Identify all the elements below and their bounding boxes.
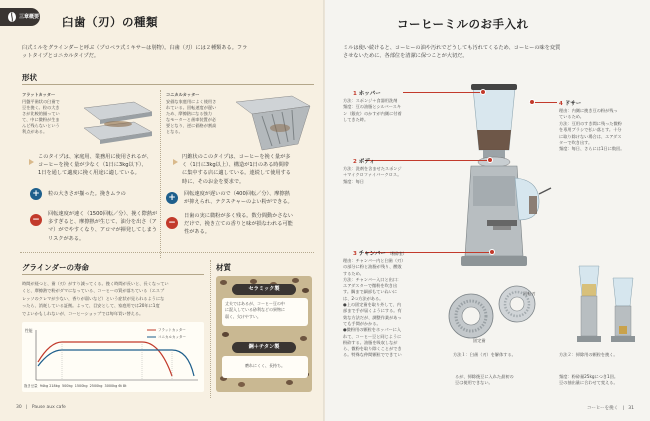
callout-number: 4	[559, 101, 563, 107]
materials-heading: 材質	[216, 263, 231, 272]
ceramic-label: セラミック製	[232, 284, 296, 295]
body-line: 豆の抽出量に合わせて変える。	[559, 380, 618, 386]
callout-line-text: 部まで手が届くようにする。有	[343, 308, 402, 314]
chapter-tab	[0, 8, 40, 26]
desc-line: 利点がある。	[22, 129, 48, 134]
running-header: コーヒーを挽く	[586, 406, 619, 411]
left-page-title	[62, 14, 158, 30]
legend-conical: コニカルカッター	[158, 335, 186, 339]
minus-icon: −	[30, 214, 42, 226]
callout-line-text: 方法：洗剤を含ませたスポンジ	[343, 166, 402, 171]
method2-caption: 方法２：掃除用の顆粒を挽く。	[559, 352, 618, 357]
callout-note: （粉砕室）	[387, 251, 407, 256]
callout-line-text: 頻度：豆の油脂とシルバースキ	[343, 104, 402, 110]
callout-line-text: ●上の固定歯を取り外して、内	[343, 302, 402, 308]
cleaning-granules-illustration	[569, 256, 643, 352]
body-line: 円錐状のこのタイプは、コーヒーを挽く量が多	[182, 154, 291, 160]
desc-line: れている。回転速度が遅い	[166, 105, 217, 110]
body-line: く（1日に3kg以上）、構造が1日のある時間帯	[182, 162, 289, 169]
body-part-text	[343, 166, 443, 185]
body-line: に集中する店に適している。連続して使用する	[182, 170, 291, 177]
desc-line: 丈夫ではあるが、コーヒー豆の中	[225, 301, 285, 306]
conical-body	[182, 153, 318, 186]
body-part-title	[353, 157, 375, 165]
conical-con	[184, 212, 320, 237]
x-label: 94kg 218kg	[39, 384, 60, 388]
x-label: 挽き豆量	[24, 384, 38, 388]
callout-line	[365, 160, 489, 161]
conical-pro	[184, 190, 320, 206]
espresso-grinder-illustration	[443, 70, 553, 290]
legend-flat: フラットカッター	[158, 328, 186, 332]
bean-shape	[286, 380, 293, 385]
callout-line-text: 頻度：毎日、さらには1日に数回。	[559, 146, 625, 152]
callout-line-text: 方法：チャンバー入口と出口：	[343, 276, 402, 282]
pointing-hand-icon	[164, 156, 180, 168]
callout-dot	[487, 157, 493, 163]
callout-line-text: してきた時。	[343, 117, 369, 123]
callout-number: 2	[353, 159, 357, 165]
column-divider	[160, 90, 161, 258]
section-rule	[22, 84, 314, 85]
callout-line-text: ても手間がかかる。	[343, 320, 381, 326]
body-line: このタイプは、家庭用、業務用に使用されるが、	[38, 154, 152, 160]
callout-line-text: 頻度：毎日	[343, 178, 364, 184]
pro-line: が抑えられ、テクスチャーのよい粉ができる。	[184, 199, 293, 206]
hopper-title	[353, 89, 381, 97]
method1-caption: 方法１：臼歯（刃）を解体する。	[453, 352, 516, 357]
flat-burr-illustration	[78, 98, 156, 150]
chamber-text	[343, 258, 439, 359]
callout-line-text: れて、コーヒー豆と同じように	[343, 333, 402, 339]
bean-shape	[222, 332, 229, 337]
page-number: 30	[16, 405, 22, 410]
callout-line-text: 方法：スポンジ＋食器用洗剤	[343, 98, 398, 103]
callout-line-text: 理由：内側に挽き豆の粉が残っ	[559, 108, 618, 113]
plus-icon: +	[30, 188, 42, 200]
body-line: コーヒーを挽く量が少なく（1日に3kg以下）、	[38, 162, 147, 169]
x-label: 500kg	[61, 384, 73, 388]
right-footer: コーヒーを挽く | 31	[586, 406, 634, 411]
bean-shape	[220, 280, 227, 285]
callout-line-text: エアダスターで微粉を吹き出	[343, 283, 398, 289]
fixed-burr-label: 固定歯	[473, 338, 486, 343]
callout-label: ドサー	[564, 101, 582, 107]
callout-line-text: は、2つ方法がある。	[343, 295, 384, 301]
callout-line-text: ターで吹き出す。	[559, 140, 593, 146]
flat-cutter-line	[38, 342, 172, 376]
desc-line: さが比較的揃ってい	[22, 111, 60, 116]
bean-shape	[302, 288, 309, 293]
chapter-tab-label: 三章概要	[19, 14, 40, 20]
body-line: でよいかもしれないが、コーヒーショップでは毎年買い替える。	[22, 310, 144, 316]
bean-shape	[300, 336, 307, 341]
body-line: 1日を通して適度に挽く用途に適している。	[38, 170, 140, 177]
callout-label: ボディ	[358, 159, 375, 165]
desc-line: 磨れにくく、長持ち。	[245, 363, 285, 368]
column-divider	[210, 260, 211, 398]
conical-cutter-desc	[166, 99, 232, 135]
intro-line: させないために、各部位を清潔に保つことが大切だ。	[343, 53, 468, 60]
con-line: 性がある。	[184, 229, 210, 236]
desc-line: となる。	[166, 129, 183, 134]
callout-line-text: ら、微粉を取り除くことができ	[343, 346, 402, 352]
desc-line: 円盤平歯状の臼歯で	[22, 99, 60, 104]
body-line: 頻度：粉砕量25kgにつき1回。	[559, 374, 619, 379]
callout-line-text: ＋マイクロファイバークロス。	[343, 172, 402, 178]
shape-heading: 形状	[22, 73, 37, 82]
x-label: 1500kg	[74, 384, 88, 388]
flat-cutter-desc	[22, 99, 78, 135]
body-line: ったら、消耗している証拠。よって、目安として、家庭用では20年に1度	[22, 303, 160, 309]
callout-line-text: ン（銀皮）のかすが内側に付着	[343, 110, 402, 116]
desc-line: に混入している砂利などの異物に	[225, 307, 285, 313]
right-page-title: コーヒーミルのお手入れ	[397, 17, 529, 31]
body-line: 豆は使用できない。	[455, 380, 493, 386]
doser-title	[559, 99, 581, 107]
bean-shape	[292, 278, 299, 283]
callout-line-text: る。特殊な仲間顆粒でできてい	[343, 352, 402, 358]
callout-line-text: 効な方法だが、調整作業があっ	[343, 314, 402, 320]
callout-number: 1	[353, 91, 357, 97]
callout-line-text: の部分に粉と油脂が残り、酸敗	[343, 264, 402, 270]
chamber-text-continued	[455, 374, 551, 387]
desc-line: ため、摩擦熱になる強力	[166, 111, 212, 116]
bean-shape	[238, 382, 245, 387]
ceramic-desc	[222, 298, 308, 326]
x-label: 2500kg	[89, 384, 103, 388]
section-divider	[20, 252, 314, 253]
callout-line	[403, 92, 483, 93]
right-page	[325, 0, 650, 421]
lifespan-graph	[22, 322, 204, 392]
body-line: 時に、そのお金を要求で。	[182, 178, 245, 185]
right-intro	[343, 44, 639, 60]
con-line: 日歯の実に微粉が多く残る。数分間動かさない	[184, 213, 293, 219]
callout-line-text: す。隅まで細部もていねいに	[343, 289, 398, 295]
callout-label: チャンバー	[358, 251, 386, 257]
con-line: 多すぎると、摩擦熱が生じて、油分を出さ（ア	[48, 219, 157, 226]
lifespan-heading: グラインダーの寿命	[22, 263, 89, 272]
flat-cutter-name: フラットカッター	[22, 92, 56, 97]
desc-line: 豆を挽く。粒の大き	[22, 105, 60, 110]
chamber-frequency	[559, 374, 647, 387]
callout-dot	[529, 99, 535, 105]
callout-label: ホッパー	[358, 91, 381, 97]
hopper-text	[343, 98, 441, 124]
callout-line-text: に取り除けない場合は、エアダス	[559, 133, 622, 139]
chamber-title	[353, 249, 407, 257]
minus-icon: −	[166, 217, 178, 229]
x-label: 3000kg 6t 8t	[104, 384, 127, 388]
pro-line: 回転速度が遅いので（400回転／分）、摩擦熱	[184, 191, 290, 197]
left-footer: 30 | Pause aux cafe	[16, 405, 66, 410]
intro-line: 臼式ミルをグラインダーと呼ぶ（プロペラ式ミキサーは別物）。臼歯（刃）には２種類ある。フラ	[22, 45, 248, 51]
body-line: レッソのクレマが少ない、香りが弱いなど）という症状が見られるようにな	[22, 295, 165, 301]
callout-line-text: するため。	[343, 270, 364, 276]
callout-line-text: ているため。	[559, 114, 584, 120]
flat-con	[48, 210, 160, 243]
rotating-burr-label: 回転刃	[523, 291, 536, 296]
section-rule	[22, 274, 204, 275]
conical-burr-illustration	[232, 94, 314, 154]
body-line: るが、掃除後豆に入れた最初の	[455, 374, 514, 379]
body-line: 時間が経つと、歯（刃）がすり減ってくる。挽く時間が長いと、長くなってい	[22, 281, 169, 286]
callout-line-text: ●微粉用の顆粒をホッパーに入	[343, 327, 402, 333]
desc-line: 弱く、欠けやすい。	[225, 313, 261, 319]
callout-line-text: 粉砕する。油脂を吸収しなが	[343, 339, 398, 345]
intro-line: ットタイプとコニカルタイプだ。	[22, 53, 100, 60]
pointing-hand-icon	[20, 156, 36, 168]
callout-line-text: 理由：チャンバー内と臼歯（刃）	[343, 258, 406, 263]
lifespan-body	[22, 280, 206, 317]
callout-number: 3	[353, 251, 357, 257]
desc-line: 安価な家庭用によく使用さ	[166, 99, 217, 104]
intro-line: ミルは使い続けると、コーヒーの油や汚れでどうしても汚れてくるため、コーヒーの味を変質	[343, 45, 561, 51]
book-title: Pause aux cafe	[31, 405, 66, 410]
left-title-text: 臼歯（刃）の種類	[62, 15, 158, 29]
con-line: マ）がでやすくなり、アロマが揮発してしまう	[48, 227, 157, 234]
desc-line: 要となり、逆に価格が割高	[166, 123, 217, 128]
callout-dot	[480, 89, 486, 95]
page-number: 31	[628, 406, 634, 411]
flat-pro	[48, 190, 158, 198]
desc-line: て、中に微粉が生ま	[22, 117, 60, 122]
body-line: くと、摩擦熱で粉がダマになっている、コーヒーの質が落ちている（エスプ	[22, 288, 165, 294]
coffee-bean-icon	[6, 11, 18, 23]
callout-dot	[489, 249, 495, 255]
con-line: 回転速度が速く（1500回転／分）、挽く際熱が	[48, 211, 158, 217]
pro-line: 粒の大きさが揃った。挽きムラの	[48, 191, 126, 197]
con-line: だけで、挽き立ての香りと味が損なわれる可能	[184, 221, 293, 228]
callout-line-text: 方法：豆用のすき間に残った微粉	[559, 120, 622, 126]
desc-line: んど残らないという	[22, 123, 60, 128]
steel-label: 鋼＋チタン製	[232, 342, 296, 353]
desc-line: なモーターと歯車装置が必	[166, 117, 217, 122]
graph-x-labels	[24, 383, 126, 389]
steel-desc	[222, 356, 308, 378]
con-line: リスクがある。	[48, 235, 85, 242]
conical-cutter-name: コニカルカッター	[166, 92, 200, 97]
left-intro	[22, 44, 312, 60]
callout-line-text: を専用ブラシで払い落とす。十分	[559, 127, 622, 133]
doser-text	[559, 108, 647, 153]
plus-icon: +	[166, 192, 178, 204]
flat-body	[38, 153, 158, 178]
graph-y-label: 性能	[25, 328, 33, 333]
